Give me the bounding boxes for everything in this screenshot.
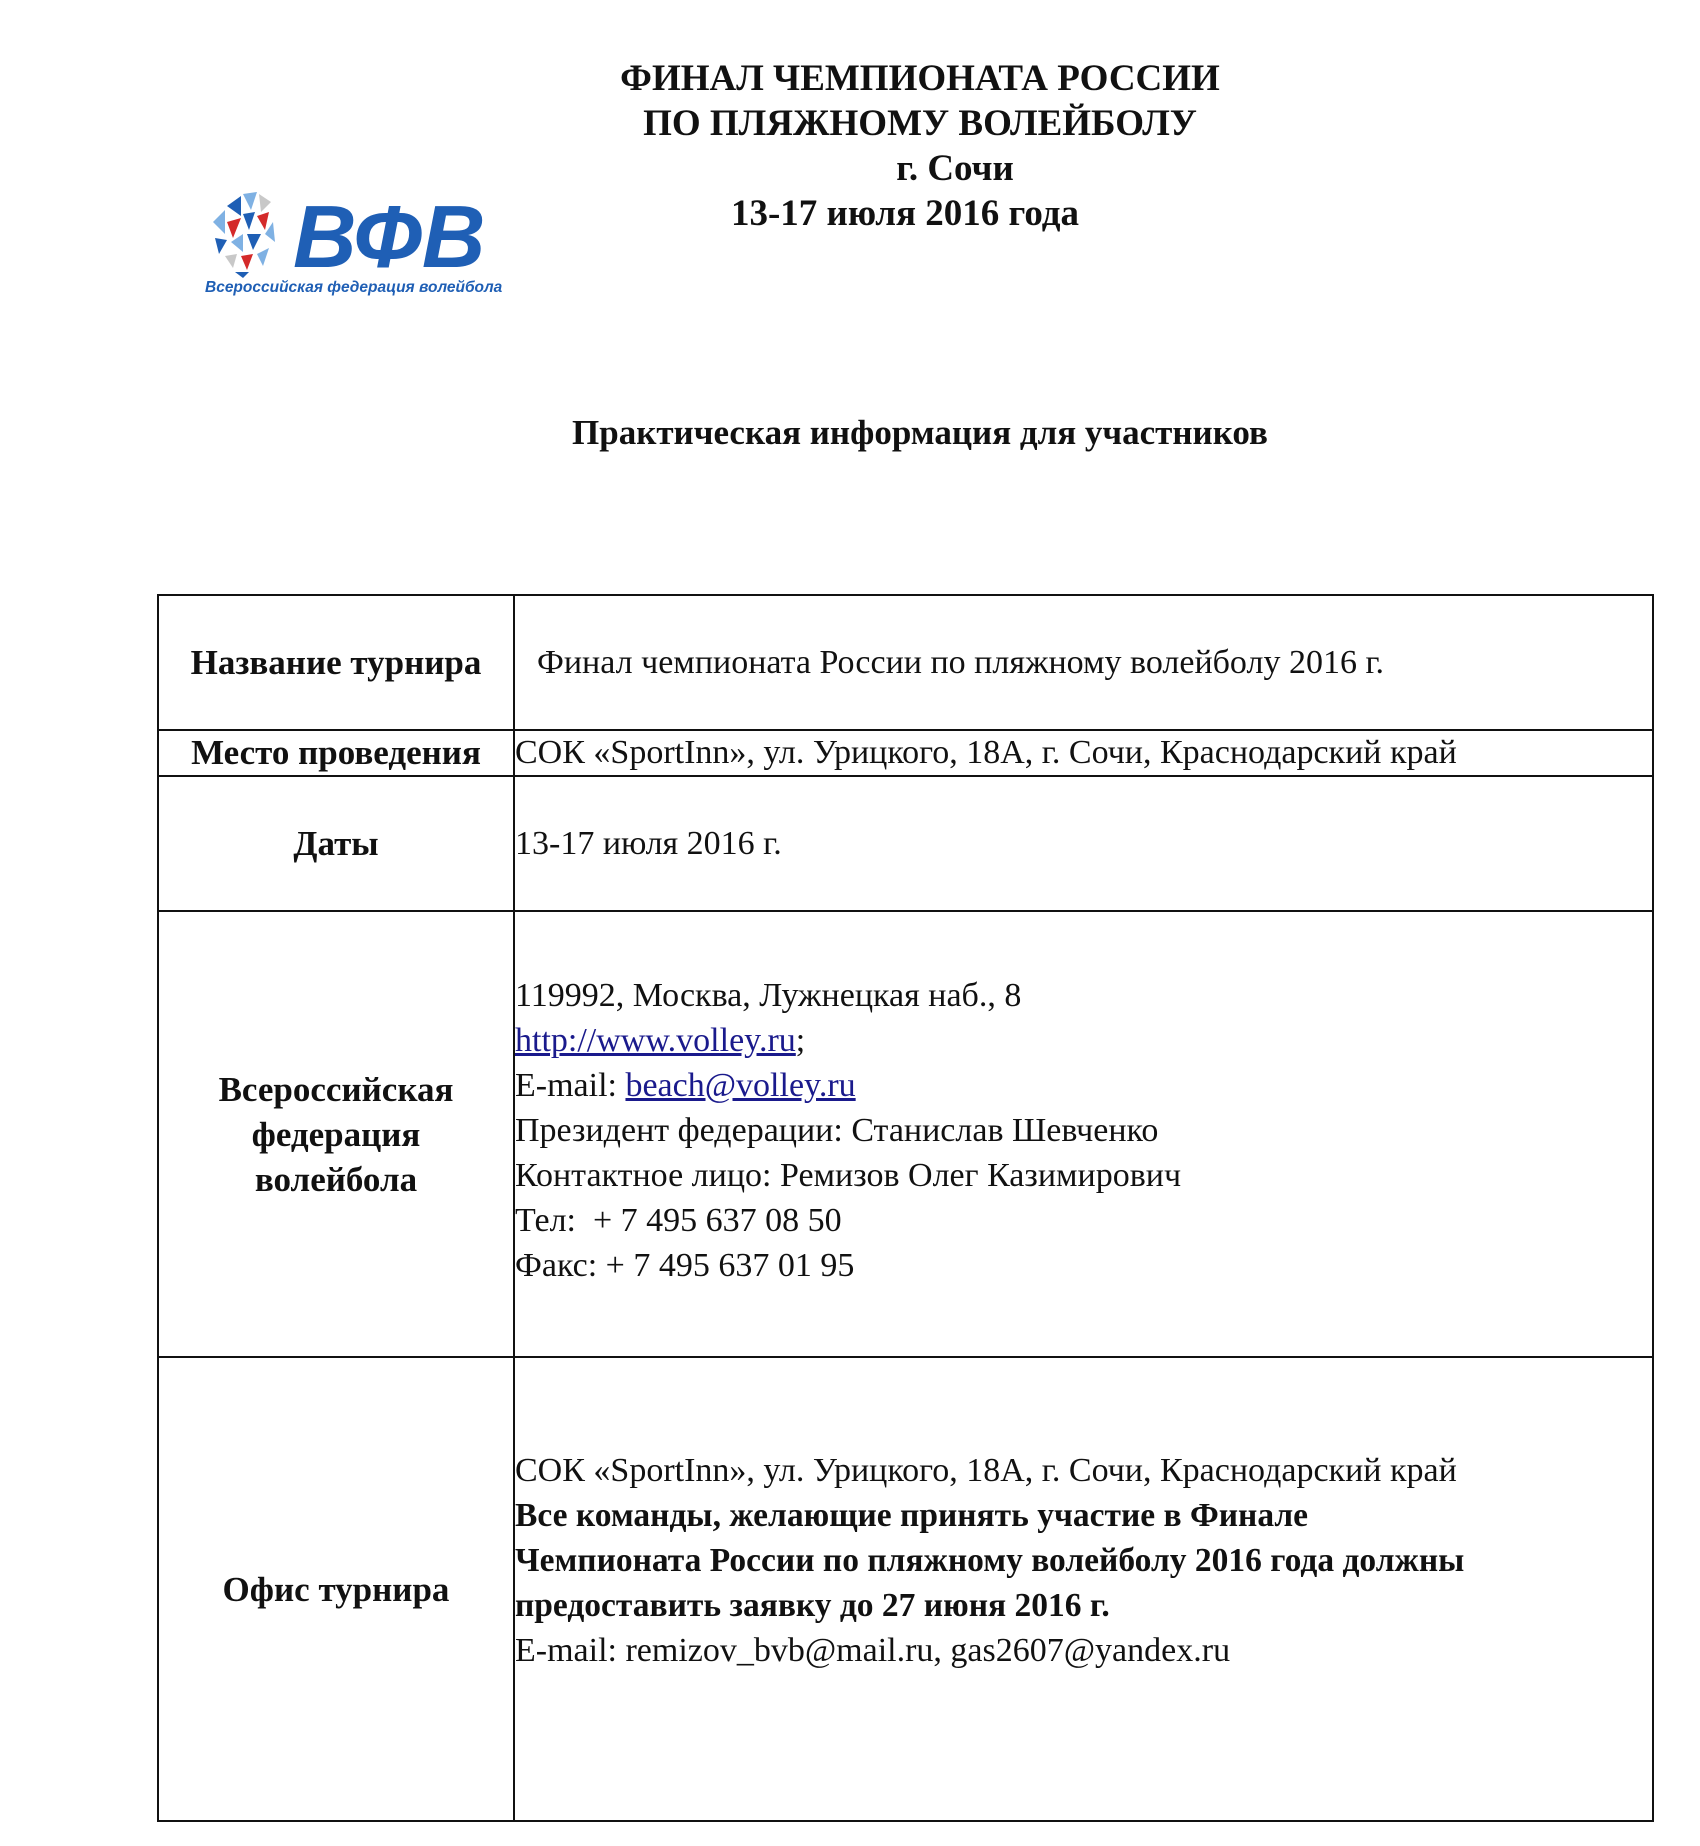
row-label [158, 911, 514, 1357]
website-suffix: ; [795, 1021, 806, 1059]
federation-website-line [515, 1018, 1652, 1063]
header-dates: 13-17 июля 2016 года [730, 193, 1080, 234]
federation-label-line: федерация [251, 1114, 421, 1154]
federation-label-line: Всероссийская [218, 1069, 454, 1109]
federation-details [514, 911, 1653, 1357]
federation-contact: Контактное лицо: Ремизов Олег Казимирович [515, 1156, 1182, 1194]
row-label: Даты [158, 776, 514, 911]
row-label: Место проведения [158, 730, 514, 776]
office-address: СОК «SportInn», ул. Урицкого, 18А, г. Сочи, Краснодарский край [515, 1451, 1457, 1489]
email-link[interactable]: beach@volley.ru [625, 1066, 856, 1104]
table-row-office [158, 1357, 1653, 1821]
federation-phone: Тел: + 7 495 637 08 50 [515, 1201, 842, 1239]
row-label: Название турнира [158, 595, 514, 730]
email-prefix: E-mail: [515, 1066, 626, 1104]
tournament-name-value: Финал чемпионата России по пляжному волейболу 2016 г. [514, 595, 1653, 730]
table-row-dates [158, 776, 1653, 911]
page-subtitle: Практическая информация для участников [572, 413, 1268, 452]
office-details [514, 1357, 1653, 1821]
federation-president: Президент федерации: Станислав Шевченко [515, 1111, 1159, 1149]
dates-value: 13-17 июля 2016 г. [514, 776, 1653, 911]
federation-address: 119992, Москва, Лужнецкая наб., 8 [515, 976, 1022, 1014]
row-label: Офис турнира [158, 1357, 514, 1821]
office-notice-line: Все команды, желающие принять участие в Финале [515, 1496, 1309, 1534]
table-row-federation [158, 911, 1653, 1357]
table-row-venue [158, 730, 1653, 776]
office-notice-line: предоставить заявку до 27 июня 2016 г. [515, 1586, 1110, 1624]
header-title-line2: ПО ПЛЯЖНОМУ ВОЛЕЙБОЛУ [643, 103, 1197, 144]
header-city: г. Сочи [896, 148, 1014, 189]
header-title-line1: ФИНАЛ ЧЕМПИОНАТА РОССИИ [620, 58, 1220, 99]
volleyball-emblem-icon [203, 182, 503, 292]
office-emails: E-mail: remizov_bvb@mail.ru, gas2607@yandex.ru [515, 1631, 1231, 1669]
website-link[interactable]: http://www.volley.ru [515, 1021, 796, 1059]
svg-text:ВФВ: ВФВ [293, 187, 486, 286]
federation-label-line: волейбола [254, 1159, 418, 1199]
info-table [157, 594, 1654, 1822]
logo-caption: Всероссийская федерация волейбола [205, 279, 503, 296]
federation-fax: Факс: + 7 495 637 01 95 [515, 1246, 855, 1284]
table-row-tournament [158, 595, 1653, 730]
federation-email-line [515, 1063, 1652, 1108]
office-notice-line: Чемпионата России по пляжному волейболу 2016 года должны [515, 1541, 1465, 1579]
document-header [560, 56, 1280, 236]
venue-value: СОК «SportInn», ул. Урицкого, 18А, г. Сочи, Краснодарский край [514, 730, 1653, 776]
